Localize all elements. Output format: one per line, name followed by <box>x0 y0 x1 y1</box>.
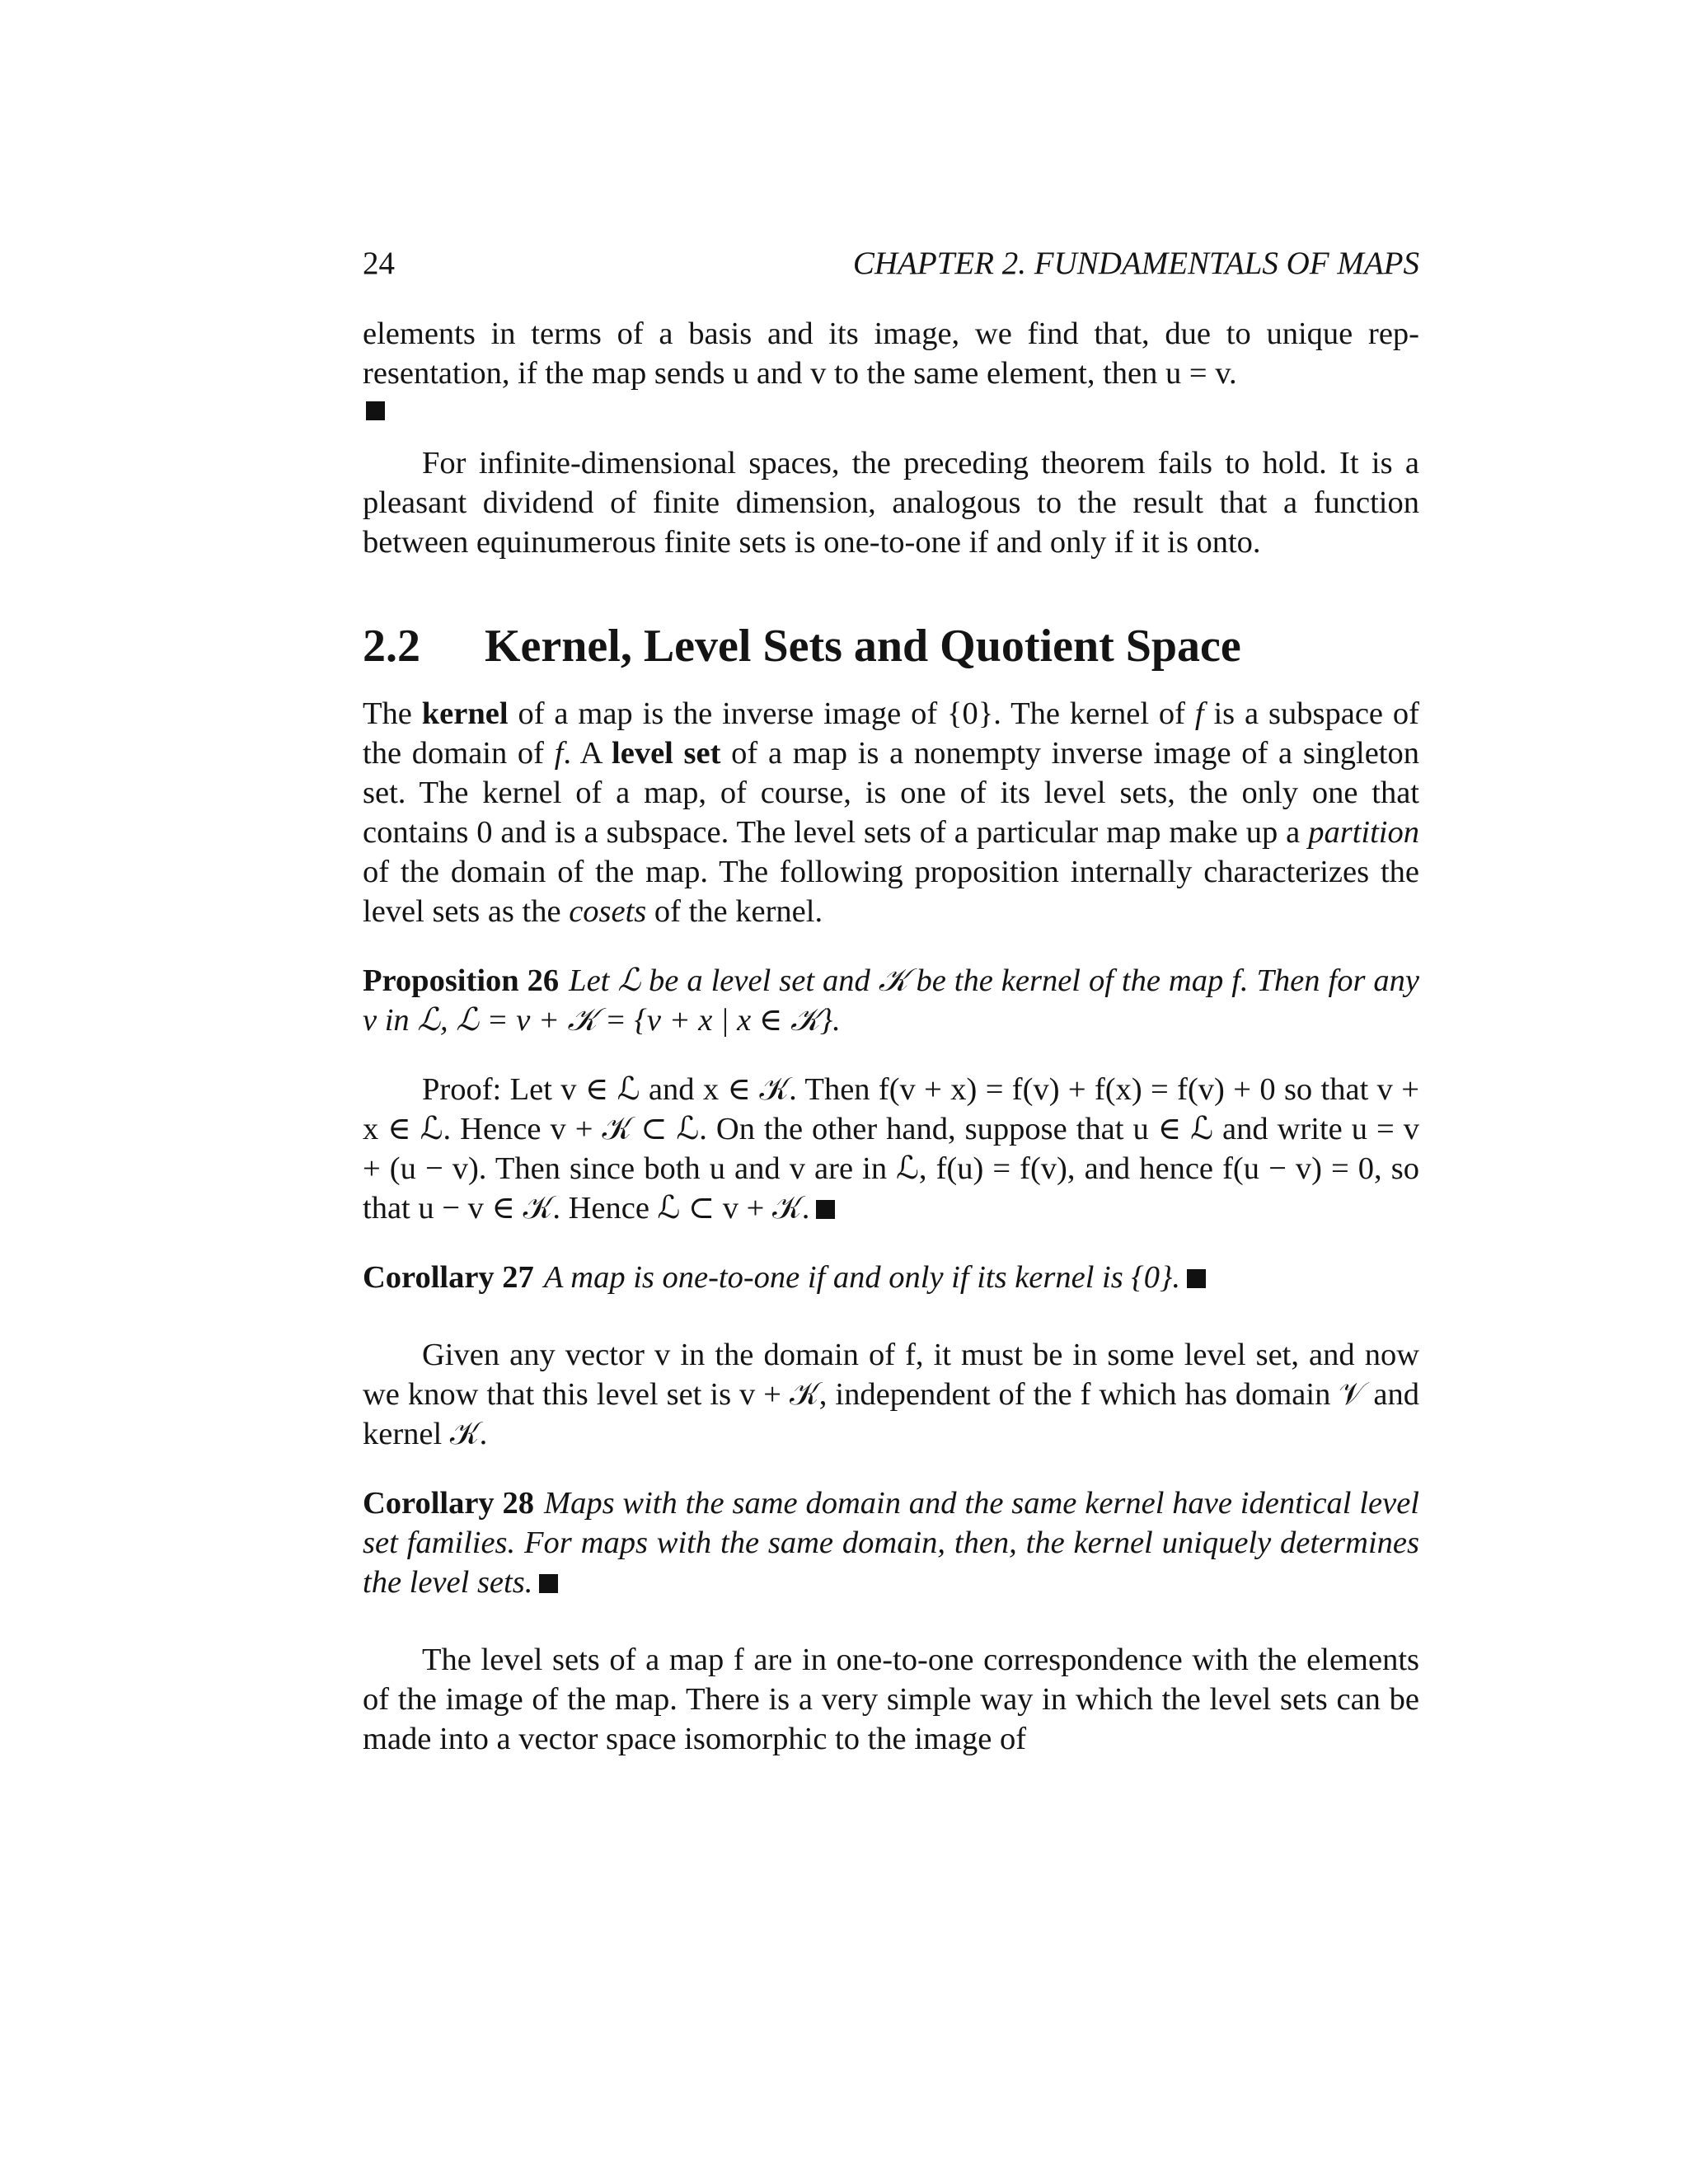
text-run: of the domain of the map. The following proposition internally characterizes the level sets as the <box>363 855 1419 929</box>
term-kernel: kernel <box>421 696 509 731</box>
paragraph-1-text: elements in terms of a basis and its image, we find that, due to unique representation, if the map sends u and v to the same element, then u = v. <box>363 316 1419 391</box>
term-cosets: cosets <box>569 894 647 929</box>
paragraph-kernel-definition <box>363 694 1419 931</box>
spacer <box>363 1454 1419 1483</box>
paragraph-level-sets-correspondence: The level sets of a map f are in one-to-one correspondence with the elements of the image of the map. There is a very simple way in which the level sets can be made into a vector space isomorphic to the image of <box>363 1643 1419 1756</box>
text-run: of a map is a nonempty inverse image of a singleton set. The kernel of a map, of course, is one of its level sets, the only one that contains 0 and is a subspace. The level sets of a particular map make up a <box>363 736 1419 850</box>
proof-paragraph <box>363 1070 1419 1228</box>
text-run: of a map is the inverse image of {0}. The kernel of <box>508 696 1195 731</box>
corollary-label: Corollary 28 <box>363 1486 535 1521</box>
section-heading <box>363 620 1419 673</box>
section-number: 2.2 <box>363 621 420 672</box>
proposition-26 <box>363 961 1419 1040</box>
page-number: 24 <box>363 246 395 281</box>
math-f: f <box>1194 696 1204 731</box>
text-run: . A <box>563 736 612 771</box>
paragraph-infinite-dimensional: For infinite-dimensional spaces, the preceding theorem fails to hold. It is a pleasant dividend of finite dimension, analogous to the result that a function between equinumerous finite sets is one-to-one if and only if it is onto. <box>363 446 1419 560</box>
chapter-title: CHAPTER 2. FUNDAMENTALS OF MAPS <box>852 246 1419 281</box>
text-run: of the kernel. <box>646 894 823 929</box>
corollary-label: Corollary 27 <box>363 1260 534 1295</box>
document-page <box>363 247 1419 1759</box>
proposition-body: Let ℒ be a level set and 𝒦 be the kernel of the map f. Then for any v in ℒ, ℒ = v + 𝒦 = {v + x | x ∈ 𝒦}. <box>363 963 1419 1038</box>
spacer <box>363 1297 1419 1335</box>
spacer <box>363 425 1419 443</box>
spacer <box>363 1228 1419 1258</box>
term-partition: partition <box>1308 815 1419 850</box>
section-title: Kernel, Level Sets and Quotient Space <box>485 621 1241 672</box>
proof-text: Proof: Let v ∈ ℒ and x ∈ 𝒦. Then f(v + x) = f(v) + f(x) = f(v) + 0 so that v + x ∈ ℒ. Hence v + 𝒦 ⊂ ℒ. On the other hand, suppose that u ∈ ℒ and write u = v + (u − v). Then since both u and v are in ℒ, f(u) = f(v), and hence f(u − v) = 0, so that u − v ∈ 𝒦. Hence ℒ ⊂ v + 𝒦. <box>363 1072 1419 1226</box>
spacer <box>363 1040 1419 1070</box>
paragraph-given-vector: Given any vector v in the domain of f, it must be in some level set, and now we know that this level set is v + 𝒦, independent of the f which has domain 𝒱 and kernel 𝒦. <box>363 1338 1419 1451</box>
running-head <box>363 247 1419 279</box>
proposition-label: Proposition 26 <box>363 963 560 998</box>
corollary-body: Maps with the same domain and the same kernel have identical level set families. For maps with the same domain, then, the kernel uniquely determines the level sets. <box>363 1486 1419 1600</box>
text-run: The <box>363 696 422 731</box>
corollary-27 <box>363 1258 1419 1297</box>
math-f: f <box>554 736 564 771</box>
qed-square-icon <box>816 1200 835 1219</box>
corollary-28 <box>363 1483 1419 1602</box>
term-level-set: level set <box>612 736 721 771</box>
qed-square-icon <box>366 401 385 420</box>
qed-square-icon <box>539 1574 558 1593</box>
corollary-body: A map is one-to-one if and only if its kernel is {0}. <box>543 1260 1180 1295</box>
text-run: is a subspace of the domain of <box>363 696 1419 771</box>
spacer <box>363 931 1419 961</box>
paragraph-proof-end <box>363 314 1419 393</box>
spacer <box>363 1602 1419 1640</box>
qed-square-icon <box>1187 1269 1206 1288</box>
